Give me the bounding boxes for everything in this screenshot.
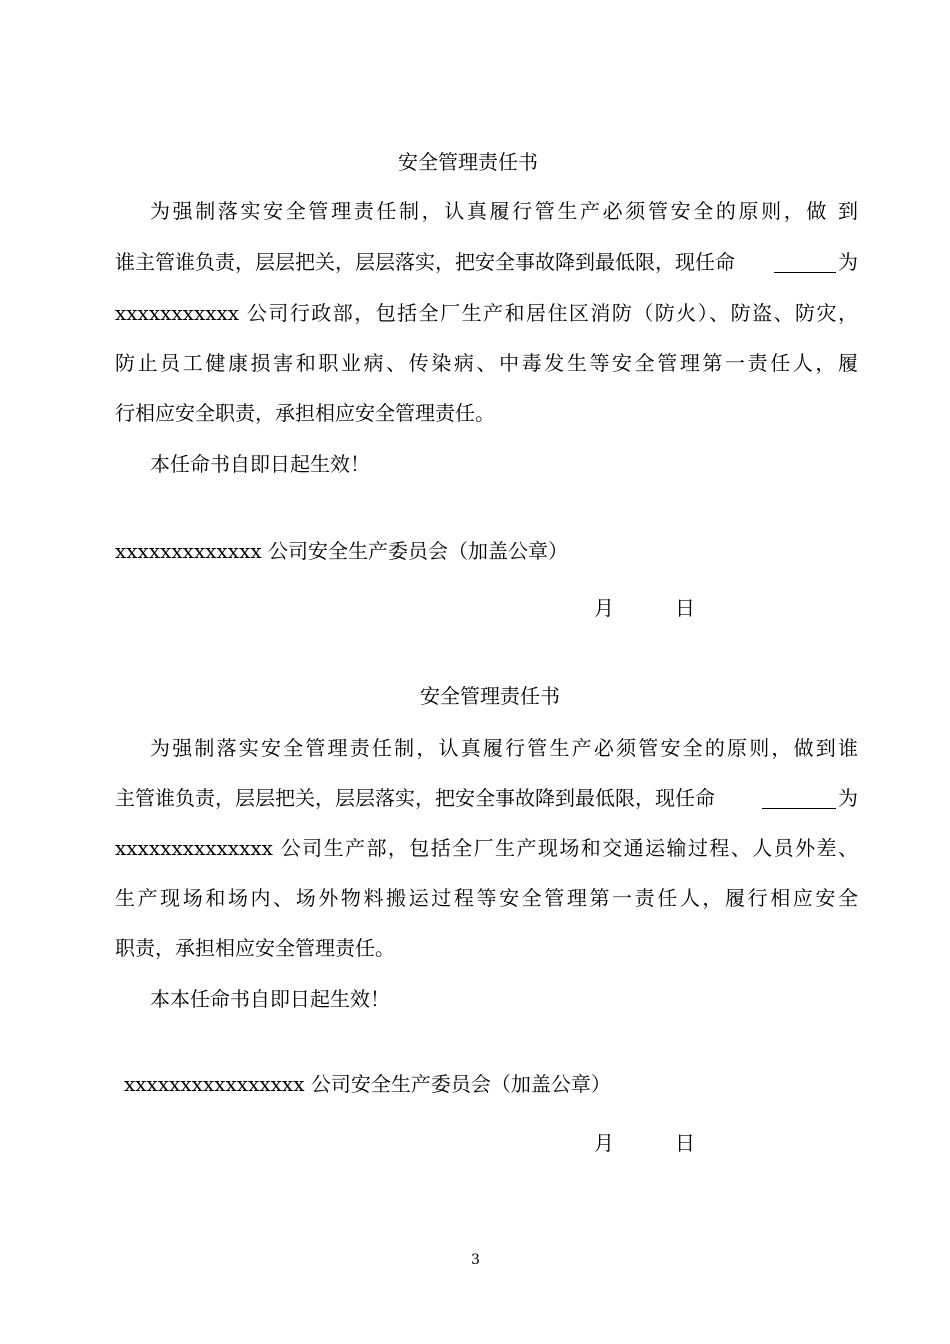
- section2-line-3: xxxxxxxxxxxxxx 公司生产部，包括全厂生产现场和交通运输过程、人员外差、: [115, 836, 858, 860]
- section2-line-5: 职责，承担相应安全管理责任。: [115, 936, 395, 960]
- section2-title: 安全管理责任书: [420, 684, 560, 708]
- section1-line-2-end: 为: [838, 250, 858, 274]
- section1-effective: 本任命书自即日起生效！: [150, 452, 370, 476]
- section1-title: 安全管理责任书: [398, 150, 538, 174]
- section1-day-label: 日: [675, 596, 695, 620]
- section1-line-4: 防止员工健康损害和职业病、传染病、中毒发生等安全管理第一责任人，履: [115, 351, 858, 375]
- section2-line-2-end: 为: [838, 786, 858, 810]
- section2-month-label: 月: [594, 1131, 614, 1155]
- section2-line-2: 主管谁负责，层层把关，层层落实，把安全事故降到最低限，现任命: [115, 786, 715, 810]
- section2-signature: xxxxxxxxxxxxxxxx 公司安全生产委员会（加盖公章）: [124, 1072, 611, 1096]
- section1-month-label: 月: [594, 596, 614, 620]
- section1-signature: xxxxxxxxxxxxx 公司安全生产委员会（加盖公章）: [115, 539, 568, 563]
- section2-appointee-blank: [762, 788, 836, 809]
- section2-line-4: 生产现场和场内、场外物料搬运过程等安全管理第一责任人，履行相应安全: [115, 886, 858, 910]
- section1-appointee-blank: [774, 252, 836, 273]
- section1-line-2: 谁主管谁负责，层层把关，层层落实，把安全事故降到最低限，现任命: [115, 250, 735, 274]
- section2-effective: 本本任命书自即日起生效！: [150, 987, 390, 1011]
- section2-day-label: 日: [675, 1131, 695, 1155]
- page-number: 3: [471, 1252, 480, 1268]
- section1-line-1: 为强制落实安全管理责任制，认真履行管生产必须管安全的原则，做 到: [150, 199, 858, 223]
- section1-line-3: xxxxxxxxxxx 公司行政部，包括全厂生产和居住区消防（防火）、防盗、防灾，: [115, 301, 858, 325]
- section1-line-5: 行相应安全职责，承担相应安全管理责任。: [115, 401, 495, 425]
- section2-line-1: 为强制落实安全管理责任制，认真履行管生产必须管安全的原则，做到谁: [150, 736, 858, 760]
